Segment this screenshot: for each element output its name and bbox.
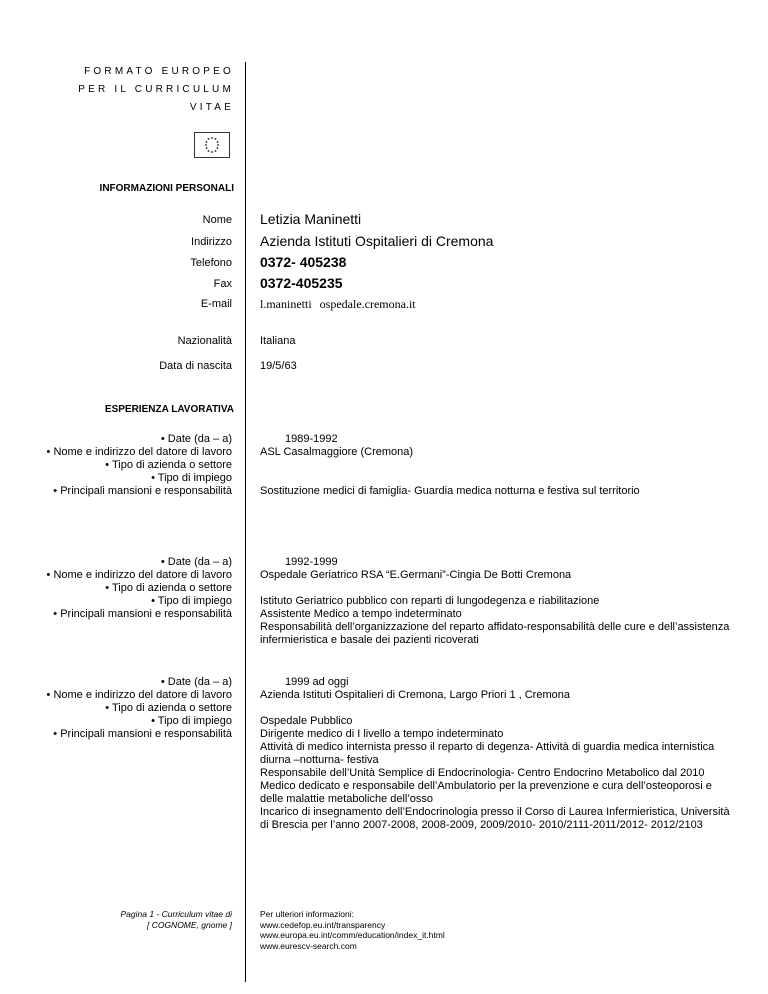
footer-page-line: Pagina 1 - Curriculum vitae di	[120, 909, 232, 919]
email-user: l.maninetti	[260, 297, 312, 311]
phone-label: Telefono	[190, 257, 232, 269]
experience-entry-3-labels	[32, 676, 232, 741]
experience-entry-1-labels	[32, 433, 232, 498]
duties-label: • Principali mansioni e responsabilità	[53, 728, 232, 740]
entry-sector: Istituto Geriatrico pubblico con reparti di lungodegenza e riabilitazione	[260, 595, 600, 607]
footer-link-eurescv[interactable]: www.eurescv-search.com	[260, 940, 357, 951]
eu-flag-icon	[194, 132, 230, 158]
employer-label: • Nome e indirizzo del datore di lavoro	[46, 569, 232, 581]
header-title-line3: VITAE	[189, 102, 234, 113]
name-value: Letizia Maninetti	[260, 211, 362, 227]
entry-date: 1989-1992	[285, 433, 338, 445]
email-domain: ospedale.cremona.it	[319, 297, 416, 311]
entry-duty: Responsabilità dell’organizzazione del reparto affidato-responsabilità delle cure e dell’assistenza infermieristica e basale dei pazienti ricoverati	[260, 621, 730, 646]
section-title-personal: INFORMAZIONI PERSONALI	[99, 183, 234, 194]
employer-label: • Nome e indirizzo del datore di lavoro	[46, 446, 232, 458]
duties-label: • Principali mansioni e responsabilità	[53, 485, 232, 497]
date-label: • Date (da – a)	[160, 676, 232, 688]
type-label: • Tipo di impiego	[151, 715, 232, 727]
experience-entry-3	[260, 676, 730, 832]
date-label: • Date (da – a)	[160, 433, 232, 445]
duties-label: • Principali mansioni e responsabilità	[53, 608, 232, 620]
entry-date: 1992-1999	[285, 556, 338, 568]
header-title-line2: PER IL CURRICULUM	[78, 84, 234, 95]
fax-label: Fax	[213, 278, 232, 290]
sector-label: • Tipo di azienda o settore	[105, 582, 232, 594]
type-label: • Tipo di impiego	[151, 472, 232, 484]
section-title-experience: ESPERIENZA LAVORATIVA	[104, 404, 234, 415]
nationality-label: Nazionalità	[177, 335, 232, 347]
type-label: • Tipo di impiego	[151, 595, 232, 607]
entry-duty: Medico dedicato e responsabile dell’Ambulatorio per la prevenzione e cura dell’osteoporosi e delle malattie metaboliche dell’osso	[260, 780, 712, 805]
date-label: • Date (da – a)	[160, 556, 232, 568]
fax-value: 0372-405235	[260, 275, 343, 291]
name-label: Nome	[202, 214, 232, 226]
footer-links	[260, 909, 445, 951]
entry-date: 1999 ad oggi	[285, 676, 349, 688]
entry-type: Assistente Medico a tempo indeterminato	[260, 608, 462, 620]
experience-entry-2-labels	[32, 556, 232, 621]
address-value: Azienda Istituti Ospitalieri di Cremona	[260, 233, 494, 249]
entry-duty: Incarico di insegnamento dell’Endocrinologia presso il Corso di Laurea Infermieristica, Università di Brescia per l’anno 2007-2008, 2008-2009, 2009/2010- 2010/2111-2011/2012- 2012/2103	[260, 806, 730, 831]
email-label: E-mail	[200, 298, 232, 310]
entry-duty: Responsabile dell’Unità Semplice di Endocrinologia- Centro Endocrino Metabolico dal 2010	[260, 767, 705, 779]
footer-name-placeholder: [ COGNOME, gnome ]	[146, 920, 232, 930]
footer-page-info	[121, 909, 233, 931]
employer-label: • Nome e indirizzo del datore di lavoro	[46, 689, 232, 701]
experience-entry-2	[260, 556, 730, 647]
sector-label: • Tipo di azienda o settore	[105, 459, 232, 471]
experience-entry-1	[260, 433, 730, 498]
footer-link-europa[interactable]: www.europa.eu.int/comm/education/index_it.html	[260, 930, 445, 940]
footer-link-cedefop[interactable]: www.cedefop.eu.int/transparency	[260, 919, 386, 930]
entry-duty: Attività di medico internista presso il reparto di degenza- Attività di guardia medica internistica diurna –notturna- festiva	[260, 741, 715, 766]
sector-label: • Tipo di azienda o settore	[105, 702, 232, 714]
entry-employer: ASL Casalmaggiore (Cremona)	[260, 446, 414, 458]
entry-employer: Azienda Istituti Ospitalieri di Cremona, Largo Priori 1 , Cremona	[260, 689, 570, 701]
entry-employer: Ospedale Geriatrico RSA “E.Germani”-Cingia De Botti Cremona	[260, 569, 572, 581]
nationality-value: Italiana	[260, 335, 296, 347]
header-title-line1: FORMATO EUROPEO	[84, 66, 234, 77]
entry-sector: Ospedale Pubblico	[260, 715, 353, 727]
entry-type: Dirigente medico di I livello a tempo indeterminato	[260, 728, 504, 740]
column-divider	[245, 62, 246, 982]
email-value[interactable]	[260, 297, 416, 312]
birth-value: 19/5/63	[260, 360, 297, 372]
footer-info-heading: Per ulteriori informazioni:	[260, 909, 355, 919]
entry-type: Sostituzione medici di famiglia- Guardia medica notturna e festiva sul territorio	[260, 485, 640, 497]
address-label: Indirizzo	[191, 236, 232, 248]
birth-label: Data di nascita	[159, 360, 232, 372]
phone-value: 0372- 405238	[260, 254, 347, 270]
